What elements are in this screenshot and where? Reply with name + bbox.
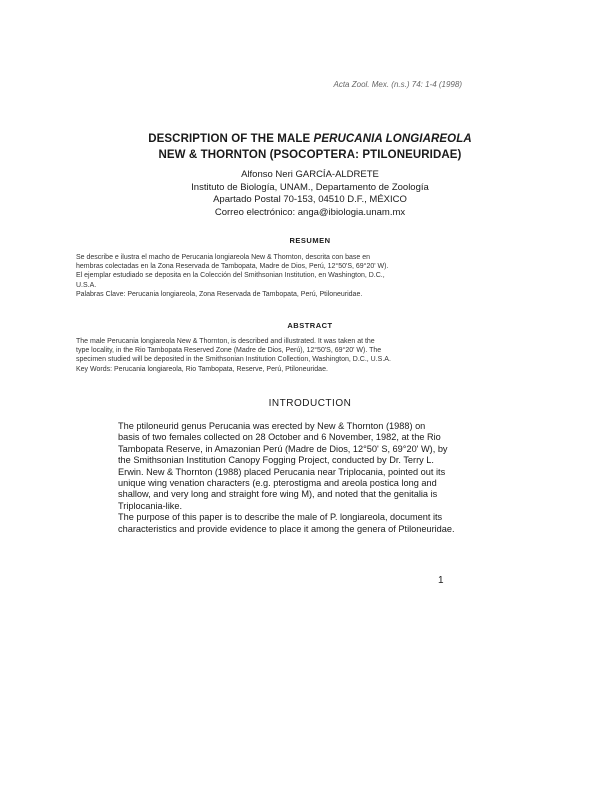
title-line-2: NEW & THORNTON (PSOCOPTERA: PTILONEURIDAE) xyxy=(158,149,462,161)
intro-line: The ptiloneurid genus Perucania was erected by New & Thornton (1988) on xyxy=(118,421,426,431)
resumen-body xyxy=(76,253,542,299)
paper-title xyxy=(60,131,560,163)
resumen-line: Se describe e ilustra el macho de Perucania longiareola New & Thornton, descrita con base en xyxy=(76,254,371,261)
resumen-line: El ejemplar estudiado se deposita en la Colección del Smithsonian Institution, en Washington, D.C., xyxy=(76,272,385,280)
intro-line: basis of two females collected on 28 October and 6 November, 1982, at the Rio xyxy=(118,432,441,443)
author-block xyxy=(60,169,560,219)
intro-line: Tambopata Reserve, in Amazonian Perú (Madre de Dios, 12°50' S, 69°20' W), by xyxy=(118,443,448,454)
abstract-keywords-label: Key Words: xyxy=(76,365,113,373)
title-species-name: PERUCANIA LONGIAREOLA xyxy=(313,133,472,145)
author-institution: Instituto de Biología, UNAM., Departamento de Zoología xyxy=(191,181,429,193)
introduction-heading: INTRODUCTION xyxy=(268,398,352,409)
journal-reference: Acta Zool. Mex. (n.s.) 74: 1-4 (1998) xyxy=(333,80,462,89)
intro-line: unique wing venation characters (e.g. pterostigma and areola postica long and xyxy=(118,478,437,489)
page-number: 1 xyxy=(438,575,444,586)
resumen-keywords-text: Perucania longiareola, Zona Reservada de Tambopata, Perú, Ptiloneuridae. xyxy=(127,290,363,298)
abstract-body xyxy=(76,337,542,374)
intro-line: Triplocania-like. xyxy=(118,500,182,511)
resumen-line: U.S.A. xyxy=(76,281,97,289)
resumen-keywords-label: Palabras Clave: xyxy=(76,290,126,298)
abstract-keywords xyxy=(76,365,542,374)
abstract-line: The male Perucania longiareola New & Thornton, is described and illustrated. It was taken at the xyxy=(76,338,375,345)
intro-line: Erwin. New & Thornton (1988) placed Perucania near Triplocania, pointed out its xyxy=(118,466,446,477)
abstract-line: specimen studied will be deposited in the Smithsonian Institution Collection, Washington, D.C., U.S.A. xyxy=(76,356,391,364)
resumen-keywords xyxy=(76,290,542,299)
abstract-line: type locality, in the Rio Tambopata Reserved Zone (Madre de Dios, Perú), 12°50'S, 69°20' W). The xyxy=(76,347,382,355)
author-name: Alfonso Neri GARCÍA-ALDRETE xyxy=(241,169,379,180)
resumen-heading: RESUMEN xyxy=(289,236,331,245)
intro-line: shallow, and very long and straight fore wing M), and noted that the genitalia is xyxy=(118,489,438,500)
resumen-line: hembras colectadas en la Zona Reservada de Tambopata, Madre de Dios, Perú, 12°50'S, 69°20' W). xyxy=(76,263,389,271)
intro-line: characteristics and provide evidence to place it among the genera of Ptiloneuridae. xyxy=(118,523,455,534)
author-address: Apartado Postal 70-153, 04510 D.F., MÉXICO xyxy=(213,194,407,205)
introduction-body xyxy=(118,421,458,535)
intro-line: the Smithsonian Institution Canopy Fogging Project, conducted by Dr. Terry L. xyxy=(118,455,434,466)
abstract-keywords-text: Perucania longiareola, Rio Tambopata, Reserve, Perú, Ptiloneuridae. xyxy=(114,365,328,373)
title-line-1: DESCRIPTION OF THE MALE PERUCANIA LONGIAREOLA xyxy=(148,133,472,145)
author-email: Correo electrónico: anga@ibiologia.unam.mx xyxy=(214,206,406,218)
abstract-heading: ABSTRACT xyxy=(287,321,333,330)
intro-line: The purpose of this paper is to describe the male of P. longiareola, document its xyxy=(118,512,443,523)
